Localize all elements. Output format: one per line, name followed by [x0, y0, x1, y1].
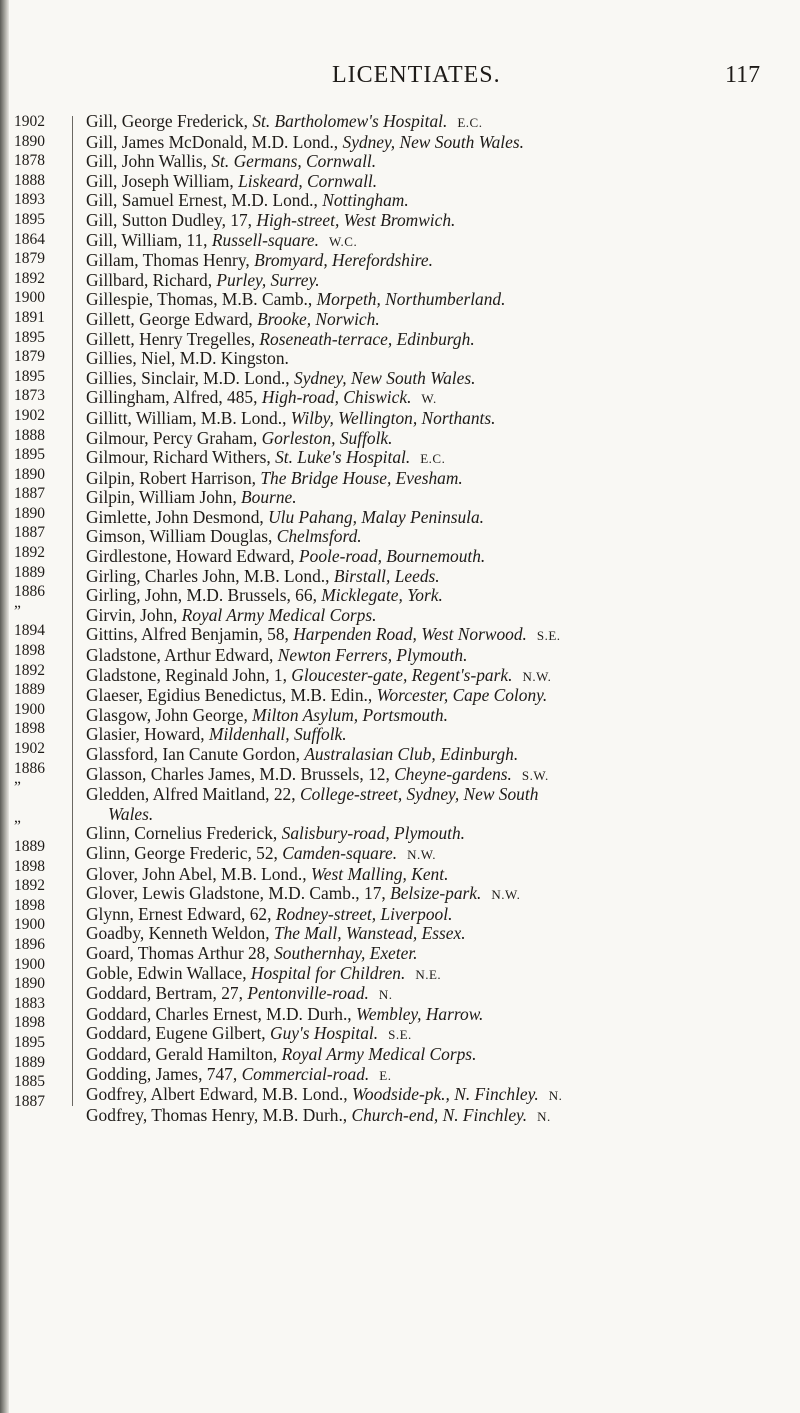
registration-year: 1889 [14, 563, 45, 581]
licentiate-name: Gill, Joseph William, [86, 171, 234, 191]
licentiate-name: Goard, Thomas Arthur 28, [86, 943, 270, 963]
licentiate-address: Wembley, Harrow. [356, 1004, 484, 1024]
licentiate-name: Glover, Lewis Gladstone, M.D. Camb., 17, [86, 884, 386, 904]
licentiate-entry [86, 1065, 782, 1086]
postal-district: E.C. [457, 115, 483, 130]
postal-district: N.W. [407, 846, 437, 862]
registration-year: 1879 [14, 250, 45, 268]
registration-year: 1902 [14, 406, 45, 424]
registration-year: 1893 [14, 191, 45, 209]
licentiate-name: Gimson, William Douglas, [86, 527, 273, 547]
registration-year: 1887 [14, 485, 45, 503]
licentiate-address: St. Germans, Cornwall. [211, 152, 377, 172]
licentiate-entry [86, 133, 782, 153]
registration-year: 1889 [14, 1053, 45, 1071]
licentiate-entry [86, 290, 782, 310]
licentiate-name: Goddard, Eugene Gilbert, [86, 1024, 266, 1044]
licentiate-entry [86, 646, 782, 666]
licentiate-entry [86, 409, 782, 429]
registration-year: 1892 [14, 661, 45, 679]
licentiate-name: Gladstone, Arthur Edward, [86, 646, 274, 666]
postal-district: N.W. [491, 887, 521, 903]
licentiate-entry [86, 448, 782, 469]
postal-district: S.W. [521, 767, 549, 783]
registration-year: ” [14, 602, 21, 620]
licentiate-name: Gillespie, Thomas, M.B. Camb., [86, 290, 313, 310]
licentiate-entry [86, 905, 782, 925]
registration-year: 1889 [14, 837, 45, 855]
registration-year: 1895 [14, 1033, 45, 1051]
licentiate-name: Gillingham, Alfred, 485, [86, 388, 258, 408]
licentiate-name: Godfrey, Thomas Henry, M.B. Durh., [86, 1105, 348, 1125]
licentiate-address: Rodney-street, Liverpool. [275, 904, 453, 924]
licentiate-address: Sydney, New South Wales. [342, 132, 524, 152]
licentiate-address: Belsize-park. [390, 884, 482, 904]
licentiate-address: Newton Ferrers, Plymouth. [277, 646, 468, 666]
licentiate-name: Gledden, Alfred Maitland, 22, [86, 785, 296, 805]
licentiate-entry [86, 527, 782, 547]
running-head: LICENTIATES. [332, 62, 501, 88]
licentiate-name: Goddard, Gerald Hamilton, [86, 1044, 278, 1064]
registration-year: 1885 [14, 1073, 45, 1091]
licentiate-name: Gillitt, William, M.B. Lond., [86, 408, 287, 428]
licentiate-address: Salisbury-road, Plymouth. [281, 824, 466, 844]
licentiate-address: Birstall, Leeds. [333, 566, 440, 586]
registration-year: 1895 [14, 328, 45, 346]
licentiate-address: Woodside-pk., N. Finchley. [351, 1085, 539, 1105]
registration-year: 1878 [14, 152, 45, 170]
registration-year: 1895 [14, 446, 45, 464]
licentiate-address: Gorleston, Suffolk. [261, 428, 393, 448]
licentiate-address: High-street, West Bromwich. [256, 210, 456, 230]
licentiate-entry [86, 884, 782, 905]
registration-year: 1900 [14, 700, 45, 718]
licentiate-address: Ulu Pahang, Malay Peninsula. [268, 507, 485, 527]
licentiate-address: Mildenhall, Suffolk. [208, 725, 347, 745]
licentiate-entry [86, 369, 782, 389]
licentiate-entry [86, 508, 782, 528]
licentiate-address: Nottingham. [322, 191, 409, 211]
licentiate-entry [86, 1005, 782, 1025]
licentiate-entry [86, 172, 782, 192]
licentiate-entry [86, 429, 782, 449]
licentiate-name: Glynn, Ernest Edward, 62, [86, 904, 272, 924]
licentiate-name: Gimlette, John Desmond, [86, 507, 264, 527]
licentiate-entry [86, 844, 782, 865]
licentiate-address: Church-end, N. Finchley. [351, 1105, 528, 1125]
licentiate-entry [86, 469, 782, 489]
postal-district: E. [379, 1067, 392, 1083]
licentiate-name: Gill, William, 11, [86, 230, 208, 250]
licentiate-entry [86, 388, 782, 409]
licentiate-address: Australasian Club, Edinburgh. [304, 745, 519, 764]
licentiate-entry [86, 984, 782, 1005]
licentiate-name: Gilmour, Percy Graham, [86, 428, 258, 448]
licentiate-entry [86, 152, 782, 172]
licentiate-address: Morpeth, Northumberland. [316, 290, 506, 310]
column-rule [72, 116, 73, 1106]
licentiate-address: West Malling, Kent. [310, 864, 449, 884]
licentiate-address: Roseneath-terrace, Edinburgh. [259, 329, 475, 349]
registration-year: 1896 [14, 935, 45, 953]
licentiate-name: Girling, John, M.D. Brussels, 66, [86, 586, 317, 606]
page-header [0, 62, 800, 102]
registration-year: 1891 [14, 308, 45, 326]
licentiate-name: Gladstone, Reginald John, 1, [86, 665, 287, 685]
postal-district: N. [378, 987, 393, 1003]
registration-year: 1890 [14, 504, 45, 522]
postal-district: W. [421, 391, 437, 407]
licentiate-name: Gillies, Niel, M.D. Kingston. [86, 349, 289, 369]
licentiate-name: Girdlestone, Howard Edward, [86, 547, 295, 567]
licentiate-name: Gilpin, Robert Harrison, [86, 468, 257, 488]
registration-year: 1890 [14, 132, 45, 150]
registration-year [14, 798, 56, 818]
registration-year: ” [14, 818, 21, 836]
postal-district: W.C. [328, 233, 358, 249]
licentiate-entry [86, 824, 782, 844]
postal-district: N.E. [415, 966, 442, 982]
registration-year: 1883 [14, 994, 45, 1012]
licentiate-name: Girling, Charles John, M.B. Lond., [86, 566, 330, 586]
licentiate-entry [86, 865, 782, 885]
licentiate-entry [86, 924, 782, 944]
licentiate-entry [86, 586, 782, 606]
licentiate-name: Gillies, Sinclair, M.D. Lond., [86, 368, 290, 388]
licentiate-entry [86, 686, 782, 706]
registration-year: 1886 [14, 759, 45, 777]
licentiate-address: Guy's Hospital. [270, 1024, 379, 1044]
registration-year: 1898 [14, 642, 45, 660]
page-number: 117 [725, 62, 761, 88]
registration-year: 1895 [14, 367, 45, 385]
registration-year: 1890 [14, 975, 45, 993]
registration-year: 1892 [14, 269, 45, 287]
licentiate-name: Glasgow, John George, [86, 705, 248, 725]
licentiate-name: Gill, John Wallis, [86, 152, 207, 172]
licentiate-name: Gillbard, Richard, [86, 270, 213, 290]
licentiate-name: Glinn, George Frederic, 52, [86, 843, 278, 863]
licentiate-entry [86, 547, 782, 567]
licentiate-name: Gill, James McDonald, M.D. Lond., [86, 132, 339, 152]
licentiate-name: Girvin, John, [86, 605, 178, 625]
licentiate-name: Godfrey, Albert Edward, M.B. Lond., [86, 1085, 348, 1105]
licentiate-entry [86, 310, 782, 330]
licentiate-address: Pentonville-road. [247, 984, 369, 1004]
registration-year: 1892 [14, 877, 45, 895]
licentiate-entry [86, 191, 782, 211]
postal-district: N. [537, 1108, 551, 1124]
licentiate-entry [86, 625, 782, 646]
licentiates-list [86, 112, 782, 1126]
licentiate-address: Bromyard, Herefordshire. [254, 251, 433, 271]
licentiate-name: Gillett, Henry Tregelles, [86, 329, 256, 349]
year-column [14, 112, 56, 1111]
licentiate-address: St. Luke's Hospital. [275, 448, 411, 468]
licentiate-name: Glassford, Ian Canute Gordon, [86, 745, 300, 764]
registration-year: 1888 [14, 426, 45, 444]
licentiate-address: Micklegate, York. [321, 586, 443, 606]
licentiate-address: Royal Army Medical Corps. [281, 1044, 477, 1064]
licentiate-name: Gillett, George Edward, [86, 309, 253, 329]
licentiate-address: Wilby, Wellington, Northants. [290, 408, 496, 428]
licentiate-name: Glasson, Charles James, M.D. Brussels, 12, [86, 764, 390, 784]
licentiate-address: The Bridge House, Evesham. [260, 468, 463, 488]
licentiate-name: Gillam, Thomas Henry, [86, 251, 250, 271]
registration-year: 1894 [14, 622, 45, 640]
licentiate-entry [86, 1106, 782, 1127]
licentiate-entry [86, 944, 782, 964]
licentiate-name: Gittins, Alfred Benjamin, 58, [86, 625, 289, 645]
registration-year: 1898 [14, 896, 45, 914]
registration-year: 1887 [14, 524, 45, 542]
licentiate-entry [86, 231, 782, 252]
licentiate-address: Southernhay, Exeter. [274, 943, 418, 963]
licentiate-address: St. Bartholomew's Hospital. [252, 112, 448, 131]
licentiate-address: Camden-square. [282, 843, 398, 863]
licentiate-address: Brooke, Norwich. [257, 309, 380, 329]
registration-year: 1895 [14, 210, 45, 228]
registration-year: 1902 [14, 740, 45, 757]
licentiate-entry [86, 666, 782, 687]
licentiate-entry [86, 725, 782, 745]
registration-year: 1898 [14, 857, 45, 875]
licentiate-entry [86, 745, 782, 765]
licentiate-name: Goddard, Charles Ernest, M.D. Durh., [86, 1004, 352, 1024]
registration-year: 1889 [14, 681, 45, 699]
licentiate-address: Worcester, Cape Colony. [376, 686, 548, 706]
licentiate-address: Harpenden Road, West Norwood. [293, 625, 527, 645]
licentiate-name: Glaeser, Egidius Benedictus, M.B. Edin., [86, 686, 373, 706]
licentiate-entry [86, 271, 782, 291]
licentiate-name: Gill, George Frederick, [86, 112, 248, 131]
licentiate-entry [86, 211, 782, 231]
registration-year: 1873 [14, 387, 45, 405]
licentiate-name: Goadby, Kenneth Weldon, [86, 924, 270, 944]
page-spine-shadow [0, 0, 9, 1413]
licentiate-name: Goble, Edwin Wallace, [86, 963, 247, 983]
licentiate-address: Purley, Surrey. [216, 270, 320, 290]
licentiate-address: Gloucester-gate, Regent's-park. [291, 665, 513, 685]
licentiate-address: High-road, Chiswick. [261, 388, 412, 408]
postal-district: E.C. [420, 451, 446, 467]
postal-district: S.E. [388, 1027, 412, 1043]
registration-year: 1886 [14, 583, 45, 601]
licentiate-entry [86, 606, 782, 626]
licentiate-entry [86, 1045, 782, 1065]
licentiate-entry [86, 964, 782, 985]
licentiate-entry [86, 1024, 782, 1045]
licentiate-entry [86, 765, 782, 786]
licentiate-address-continued: Wales. [108, 803, 154, 824]
licentiate-address: The Mall, Wanstead, Essex. [273, 924, 466, 944]
registration-year: 1900 [14, 916, 45, 934]
licentiate-name: Gill, Sutton Dudley, 17, [86, 210, 253, 230]
licentiate-entry [86, 251, 782, 271]
licentiate-address: College-street, Sydney, New South [299, 785, 539, 805]
licentiate-address: Sydney, New South Wales. [294, 368, 476, 388]
licentiate-entry [86, 1085, 782, 1106]
licentiate-name: Gill, Samuel Ernest, M.D. Lond., [86, 191, 318, 211]
licentiate-name: Gilpin, William John, [86, 488, 237, 508]
licentiate-entry [86, 567, 782, 587]
postal-district: N. [548, 1088, 563, 1104]
licentiate-entry [86, 349, 782, 369]
licentiate-address: Liskeard, Cornwall. [238, 171, 378, 191]
licentiate-entry [86, 706, 782, 726]
registration-year: 1890 [14, 465, 45, 483]
postal-district: S.E. [536, 628, 561, 644]
licentiate-entry [86, 785, 782, 824]
licentiate-address: Commercial-road. [241, 1064, 370, 1084]
licentiate-address: Poole-road, Bournemouth. [299, 547, 486, 567]
registration-year: 1900 [14, 955, 45, 973]
licentiate-address: Milton Asylum, Portsmouth. [252, 705, 448, 725]
registration-year: 1887 [14, 1092, 45, 1110]
licentiate-name: Godding, James, 747, [86, 1064, 238, 1084]
postal-district: N.W. [522, 668, 552, 684]
licentiate-address: Russell-square. [211, 230, 319, 250]
licentiate-name: Gilmour, Richard Withers, [86, 448, 271, 468]
registration-year: 1864 [14, 230, 45, 248]
registration-year: 1892 [14, 544, 45, 562]
licentiate-name: Glinn, Cornelius Frederick, [86, 824, 278, 844]
registration-year: 1898 [14, 720, 45, 738]
licentiate-name: Goddard, Bertram, 27, [86, 984, 243, 1004]
licentiate-name: Glover, John Abel, M.B. Lond., [86, 864, 307, 884]
registration-year: 1902 [14, 113, 45, 130]
registration-year: 1900 [14, 289, 45, 307]
licentiate-address: Royal Army Medical Corps. [181, 605, 377, 625]
licentiate-address: Cheyne-gardens. [394, 764, 512, 784]
licentiate-entry [86, 330, 782, 350]
licentiate-name: Glasier, Howard, [86, 725, 205, 745]
licentiate-address: Hospital for Children. [250, 963, 406, 983]
licentiate-entry [86, 488, 782, 508]
registration-year: ” [14, 779, 21, 797]
registration-year: 1879 [14, 348, 45, 366]
licentiate-entry [86, 112, 782, 133]
licentiate-address: Bourne. [241, 488, 297, 508]
registration-year: 1888 [14, 171, 45, 189]
registration-year: 1898 [14, 1014, 45, 1032]
licentiate-address: Chelmsford. [276, 527, 362, 547]
